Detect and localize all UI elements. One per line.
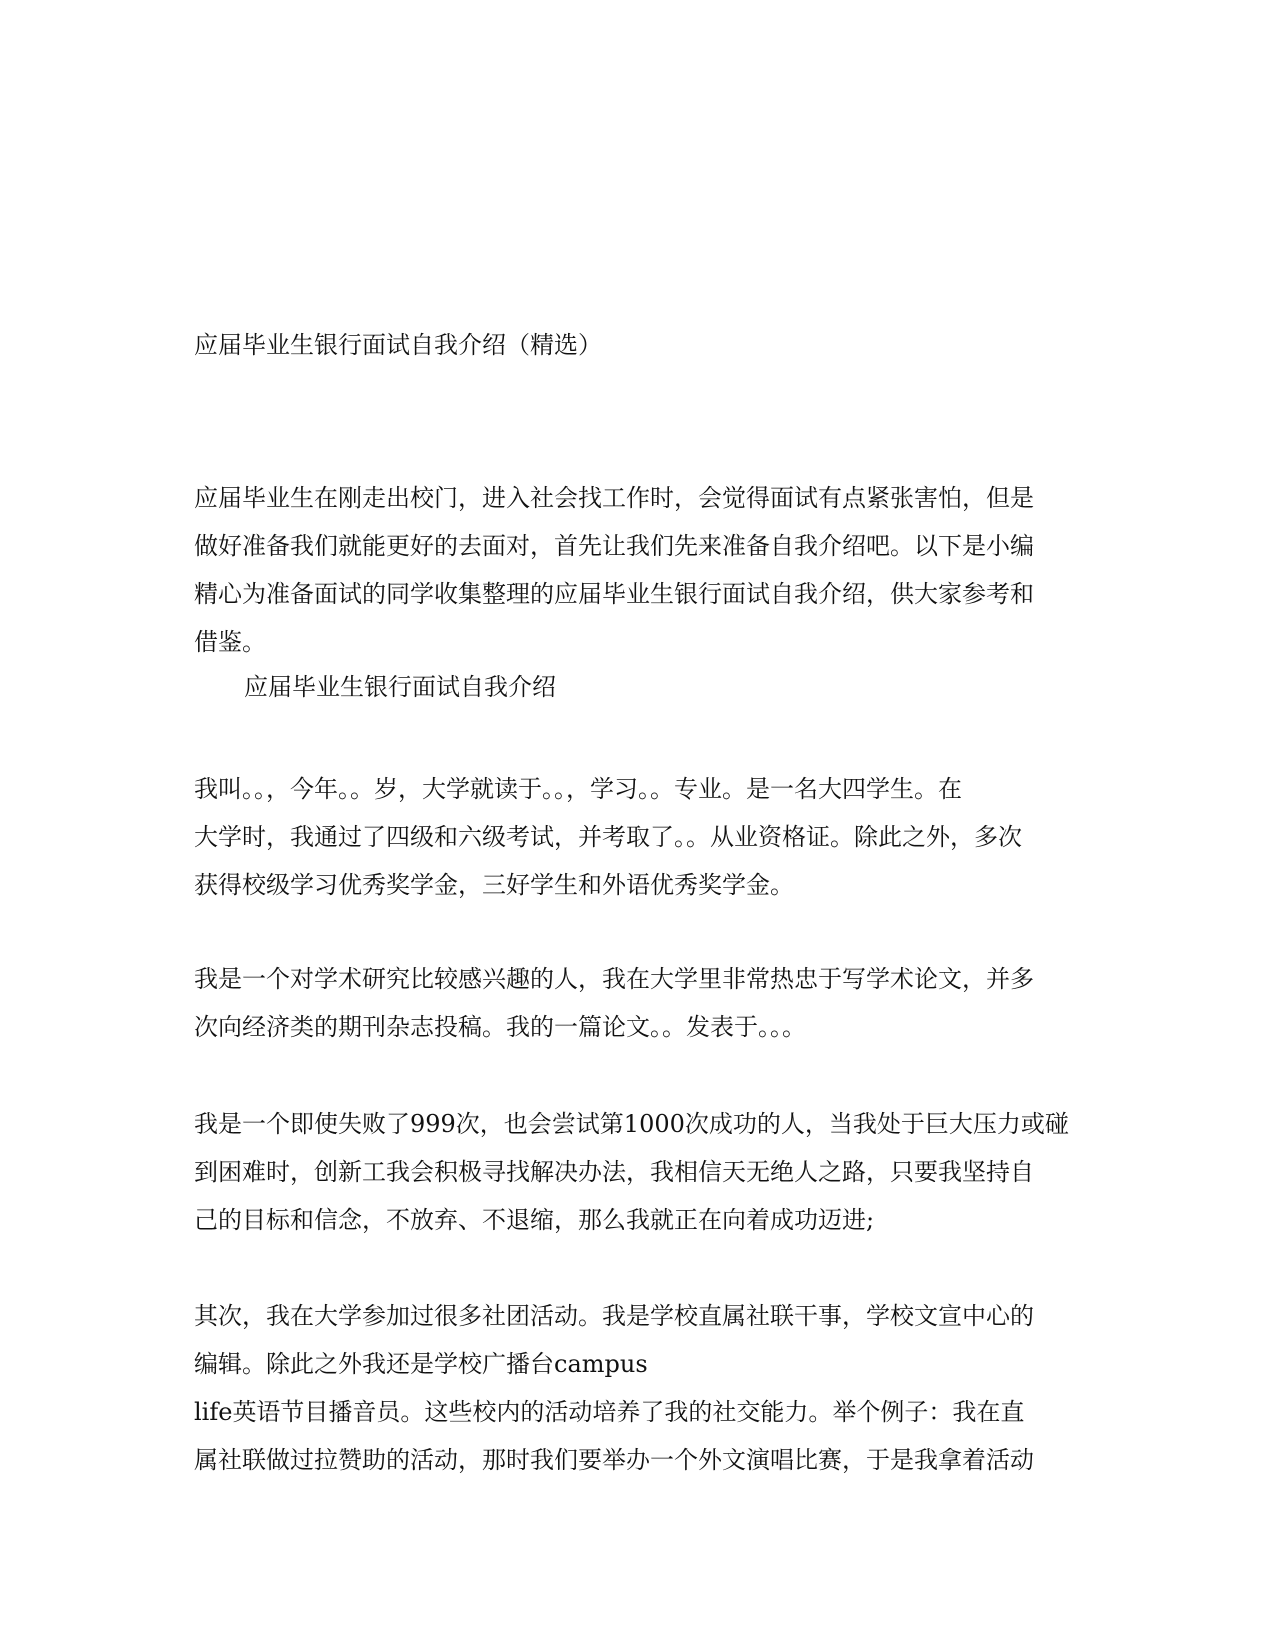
clubs-paragraph [194, 1292, 1094, 1484]
intro-line: 精心为准备面试的同学收集整理的应届毕业生银行面试自我介绍，供大家参考和 [194, 580, 1034, 608]
basic-info-line: 获得校级学习优秀奖学金，三好学生和外语优秀奖学金。 [194, 871, 794, 899]
intro-line: 做好准备我们就能更好的去面对，首先让我们先来准备自我介绍吧。以下是小编 [194, 532, 1034, 560]
basic-info-line: 大学时，我通过了四级和六级考试，并考取了。。从业资格证。除此之外，多次 [194, 823, 1022, 851]
perseverance-paragraph [194, 1100, 1094, 1244]
clubs-line: 其次，我在大学参加过很多社团活动。我是学校直属社联干事，学校文宣中心的 [194, 1302, 1034, 1330]
perseverance-line: 我是一个即使失败了999次，也会尝试第1000次成功的人，当我处于巨大压力或碰 [194, 1110, 1069, 1138]
section-subheading: 应届毕业生银行面试自我介绍 [244, 673, 556, 701]
academic-paragraph [194, 955, 1094, 1051]
clubs-line: 属社联做过拉赞助的活动，那时我们要举办一个外文演唱比赛，于是我拿着活动 [194, 1446, 1034, 1474]
intro-line: 借鉴。 [194, 628, 266, 656]
academic-line: 次向经济类的期刊杂志投稿。我的一篇论文。。发表于。。。 [194, 1013, 806, 1041]
basic-info-paragraph [194, 765, 1094, 909]
basic-info-line: 我叫。。，今年。。岁，大学就读于。。，学习。。专业。是一名大四学生。在 [194, 775, 962, 803]
perseverance-line: 己的目标和信念，不放弃、不退缩，那么我就正在向着成功迈进; [194, 1206, 875, 1234]
intro-line: 应届毕业生在刚走出校门，进入社会找工作时，会觉得面试有点紧张害怕，但是 [194, 484, 1034, 512]
intro-paragraph [194, 474, 1094, 666]
document-title: 应届毕业生银行面试自我介绍（精选） [194, 331, 602, 359]
clubs-line: life英语节目播音员。这些校内的活动培养了我的社交能力。举个例子：我在直 [194, 1398, 1025, 1426]
clubs-line: 编辑。除此之外我还是学校广播台campus [194, 1350, 648, 1378]
perseverance-line: 到困难时，创新工我会积极寻找解决办法，我相信天无绝人之路，只要我坚持自 [194, 1158, 1034, 1186]
academic-line: 我是一个对学术研究比较感兴趣的人，我在大学里非常热忠于写学术论文，并多 [194, 965, 1034, 993]
